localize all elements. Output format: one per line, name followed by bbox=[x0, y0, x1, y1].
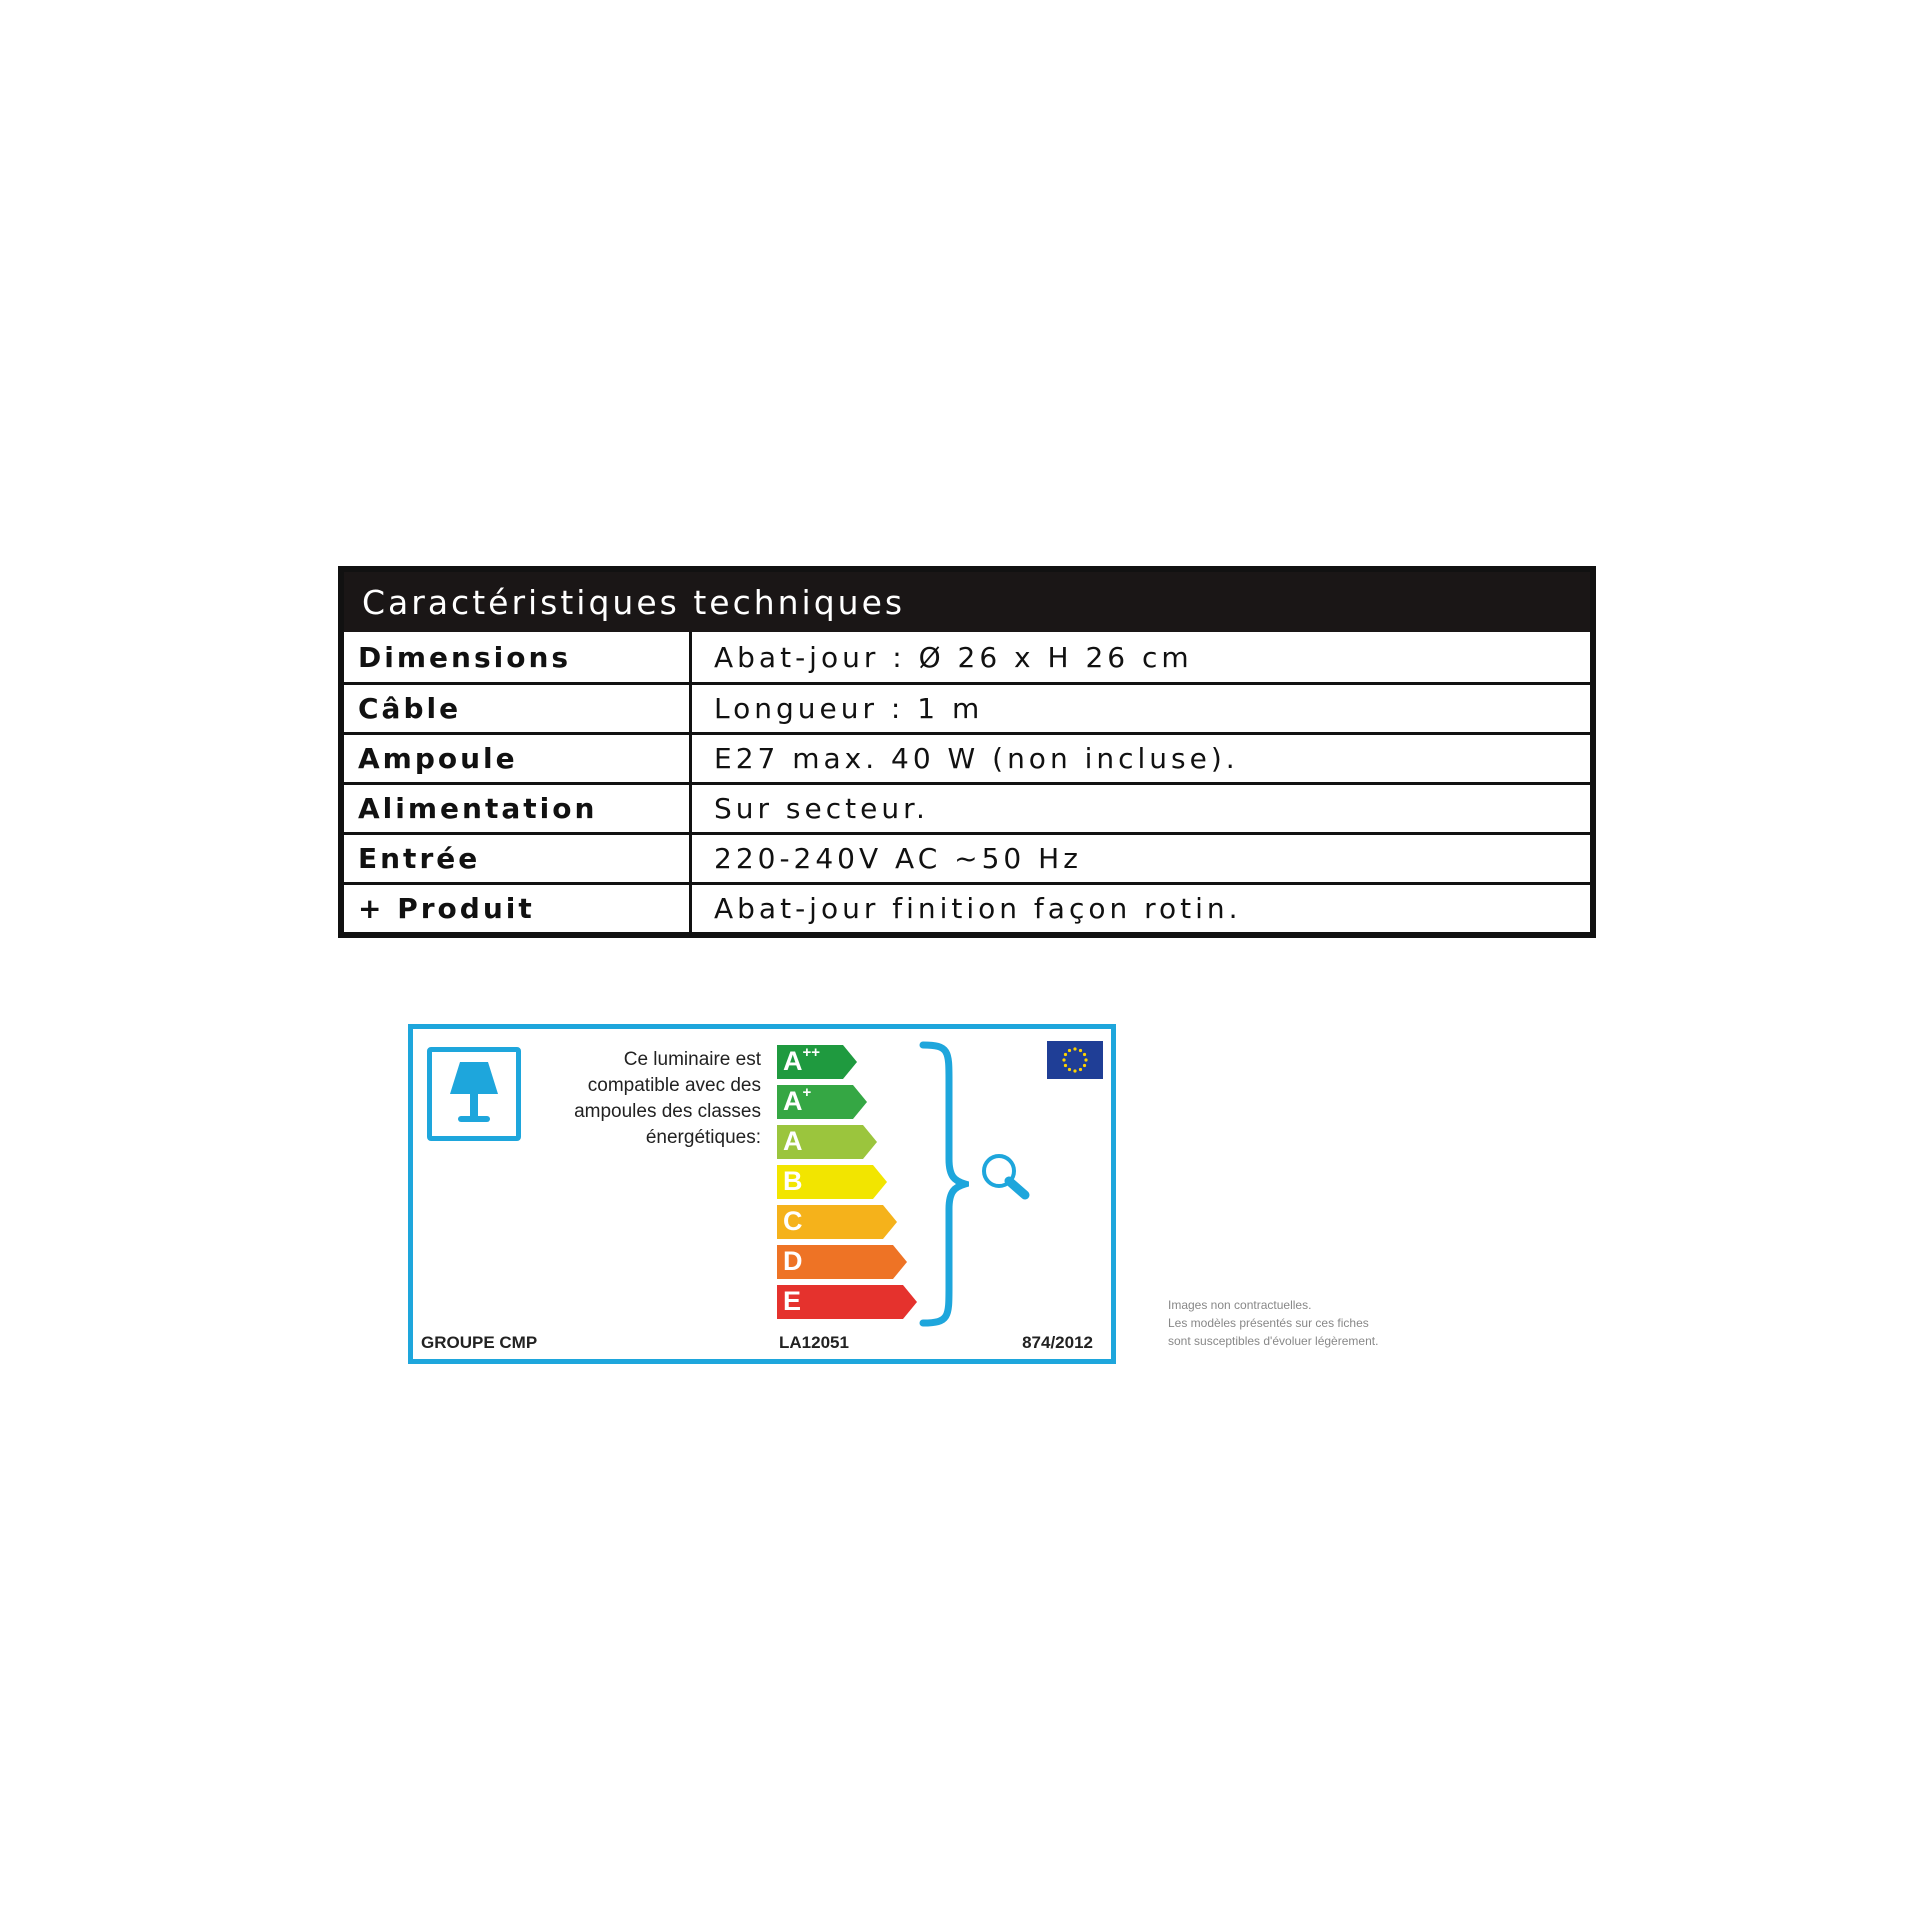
disclaimer-line: Les modèles présentés sur ces fiches bbox=[1168, 1316, 1369, 1330]
energy-class-letter-text: A bbox=[783, 1086, 803, 1116]
energy-class-letter bbox=[783, 1086, 811, 1117]
energy-class-letter-text: B bbox=[783, 1166, 803, 1196]
spec-label: Ampoule bbox=[344, 735, 692, 782]
compat-line: énergétiques: bbox=[645, 1127, 761, 1148]
compat-line: compatible avec des bbox=[587, 1075, 761, 1096]
compat-line: Ce luminaire est bbox=[623, 1049, 761, 1070]
energy-class-arrow bbox=[777, 1125, 877, 1159]
energy-class-arrow bbox=[777, 1285, 917, 1319]
energy-class-arrow bbox=[777, 1205, 897, 1239]
disclaimer-line: sont susceptibles d'évoluer légèrement. bbox=[1168, 1334, 1379, 1348]
spec-label: Dimensions bbox=[344, 632, 692, 682]
energy-class-letter bbox=[783, 1246, 803, 1277]
spec-row bbox=[344, 632, 1590, 682]
energy-class-arrow bbox=[777, 1245, 907, 1279]
energy-class-letter bbox=[783, 1046, 820, 1077]
regulation-number: 874/2012 bbox=[1022, 1333, 1093, 1352]
spec-value: 220-240V AC ~50 Hz bbox=[714, 842, 1082, 875]
energy-class-letter bbox=[783, 1166, 803, 1197]
spec-value: Abat-jour : Ø 26 x H 26 cm bbox=[714, 640, 1193, 674]
energy-class-letter-text: E bbox=[783, 1286, 802, 1316]
energy-class-suffix: ++ bbox=[802, 1044, 821, 1061]
spec-row bbox=[344, 732, 1590, 782]
spec-row bbox=[344, 682, 1590, 732]
energy-class-arrow bbox=[777, 1085, 867, 1119]
energy-class-letter-text: D bbox=[783, 1246, 803, 1276]
energy-class-scale bbox=[777, 1045, 917, 1325]
energy-class-suffix: + bbox=[802, 1084, 812, 1101]
spec-table bbox=[338, 566, 1596, 938]
energy-class-letter bbox=[783, 1206, 803, 1237]
spec-table-title: Caractéristiques techniques bbox=[344, 572, 1590, 632]
spec-row bbox=[344, 882, 1590, 932]
energy-class-letter bbox=[783, 1286, 801, 1317]
energy-class-letter bbox=[783, 1126, 803, 1157]
spec-label: Câble bbox=[344, 685, 692, 732]
product-reference: LA12051 bbox=[779, 1333, 849, 1352]
lamp-icon bbox=[427, 1047, 521, 1141]
energy-class-letter-text: A bbox=[783, 1046, 803, 1076]
energy-class-arrow bbox=[777, 1045, 857, 1079]
spec-value: E27 max. 40 W (non incluse). bbox=[714, 742, 1239, 775]
disclaimer-line: Images non contractuelles. bbox=[1168, 1298, 1312, 1312]
compatibility-text bbox=[541, 1047, 761, 1151]
disclaimer bbox=[1168, 1296, 1378, 1350]
brace-icon bbox=[919, 1041, 969, 1327]
spec-rows bbox=[344, 632, 1590, 932]
spec-label: + Produit bbox=[344, 885, 692, 932]
energy-class-arrow bbox=[777, 1165, 887, 1199]
energy-label bbox=[408, 1024, 1116, 1364]
spec-value: Sur secteur. bbox=[714, 792, 929, 825]
spec-value: Longueur : 1 m bbox=[714, 692, 984, 725]
bulb-icon bbox=[977, 1149, 1037, 1209]
spec-row bbox=[344, 832, 1590, 882]
brand-name: GROUPE CMP bbox=[421, 1333, 538, 1352]
spec-label: Entrée bbox=[344, 835, 692, 882]
energy-class-letter-text: A bbox=[783, 1126, 803, 1156]
spec-label: Alimentation bbox=[344, 785, 692, 832]
compat-line: ampoules des classes bbox=[574, 1101, 761, 1122]
spec-value: Abat-jour finition façon rotin. bbox=[714, 892, 1242, 925]
spec-row bbox=[344, 782, 1590, 832]
energy-class-letter-text: C bbox=[783, 1206, 803, 1236]
eu-flag-icon bbox=[1047, 1041, 1103, 1079]
